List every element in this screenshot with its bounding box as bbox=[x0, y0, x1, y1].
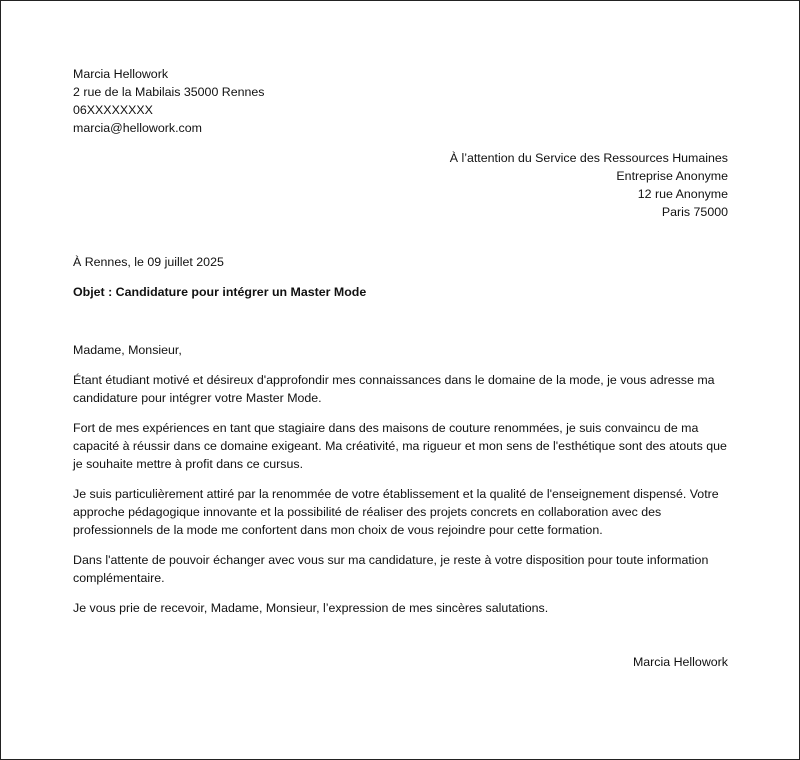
recipient-attention: À l’attention du Service des Ressources Humaines bbox=[449, 151, 728, 165]
closing-paragraph: Je vous prie de recevoir, Madame, Monsieur, l’expression de mes sincères salutations. bbox=[73, 601, 549, 615]
sender-address: 2 rue de la Mabilais 35000 Rennes bbox=[73, 85, 265, 99]
letter-subject: Objet : Candidature pour intégrer un Master Mode bbox=[73, 285, 367, 299]
body-paragraph: Étant étudiant motivé et désireux d'approfondir mes connaissances dans le domaine de la mode, je vous adresse ma candidature pour intégrer votre Master Mode. bbox=[73, 373, 715, 405]
recipient-street: 12 rue Anonyme bbox=[637, 187, 728, 201]
recipient-city: Paris 75000 bbox=[661, 205, 728, 219]
recipient-block bbox=[73, 149, 728, 221]
body-paragraph: Fort de mes expériences en tant que stagiaire dans des maisons de couture renommées, je suis convaincu de ma capacité à réussir dans ce domaine exigeant. Ma créativité, ma rigueur et mon sens de l'esthétique sont des atouts que je souhaite mettre à profit dans ce cursus. bbox=[73, 421, 727, 471]
sender-block bbox=[73, 65, 728, 137]
letter-salutation: Madame, Monsieur, bbox=[73, 343, 182, 357]
sender-phone: 06XXXXXXXX bbox=[73, 103, 153, 117]
body-paragraph: Dans l'attente de pouvoir échanger avec vous sur ma candidature, je reste à votre disposition pour toute information complémentaire. bbox=[73, 553, 709, 585]
recipient-company: Entreprise Anonyme bbox=[616, 169, 728, 183]
letter-date: À Rennes, le 09 juillet 2025 bbox=[73, 255, 224, 269]
body-paragraph: Je suis particulièrement attiré par la renommée de votre établissement et la qualité de l'enseignement dispensé. Votre approche pédagogique innovante et la possibilité de réaliser des projets concrets en collaboration avec des professionnels de la mode me confortent dans mon choix de vous rejoindre pour cette formation. bbox=[73, 487, 719, 537]
letter-content bbox=[73, 65, 728, 671]
sender-email: marcia@hellowork.com bbox=[73, 121, 202, 135]
sender-name: Marcia Hellowork bbox=[73, 67, 169, 81]
letter-signature: Marcia Hellowork bbox=[632, 655, 728, 669]
